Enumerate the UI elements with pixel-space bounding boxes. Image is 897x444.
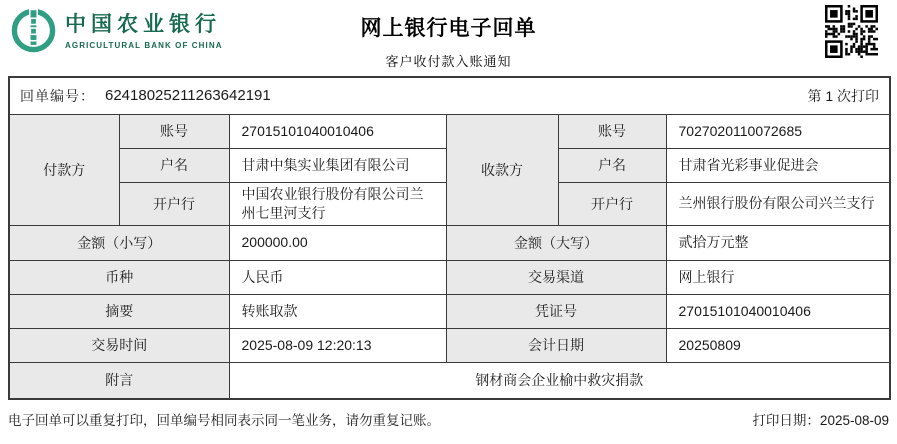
- currency-value: 人民币: [229, 260, 446, 294]
- remark-label: 附言: [9, 362, 229, 399]
- summary-value: 转账取款: [229, 294, 446, 328]
- receipt-number-label: 回单编号：: [20, 87, 95, 104]
- accounting-date-value: 20250809: [666, 328, 890, 362]
- transaction-time-label: 交易时间: [9, 328, 229, 362]
- receipt-table: [8, 76, 891, 400]
- voucher-value: 27015101040010406: [666, 294, 890, 328]
- currency-label: 币种: [9, 260, 229, 294]
- payer-name-value: 甘肃中集实业集团有限公司: [229, 148, 446, 182]
- print-count: 第 1 次打印: [807, 87, 880, 104]
- payee-account-value: 7027020110072685: [666, 114, 890, 148]
- bank-name-cn: 中国农业银行: [65, 13, 221, 36]
- payee-bank-value: 兰州银行股份有限公司兴兰支行: [666, 182, 890, 225]
- payer-account-label: 账号: [119, 114, 229, 148]
- title-group: [0, 12, 897, 70]
- channel-value: 网上银行: [666, 260, 890, 294]
- transaction-time-value: 2025-08-09 12:20:13: [229, 328, 446, 362]
- qr-code: [825, 5, 878, 58]
- payee-name-label: 户名: [558, 148, 666, 182]
- page-title: 网上银行电子回单: [360, 17, 537, 40]
- amount-figures-label: 金额（小写）: [9, 225, 229, 260]
- payer-bank-value: 中国农业银行股份有限公司兰州七里河支行: [229, 182, 446, 225]
- print-date: 打印日期：2025-08-09: [752, 413, 889, 428]
- payer-section-label: 付款方: [9, 114, 119, 225]
- time-date-row: [9, 328, 890, 362]
- amount-figures-value: 200000.00: [229, 225, 446, 260]
- summary-label: 摘要: [9, 294, 229, 328]
- payer-name-label: 户名: [119, 148, 229, 182]
- payee-bank-label: 开户行: [558, 182, 666, 225]
- page-subtitle: 客户收付款入账通知: [385, 54, 512, 69]
- currency-channel-row: [9, 260, 890, 294]
- header: [0, 0, 897, 76]
- remark-row: [9, 362, 890, 399]
- payer-bank-label: 开户行: [119, 182, 229, 225]
- amount-row: [9, 225, 890, 260]
- accounting-date-label: 会计日期: [446, 328, 666, 362]
- summary-voucher-row: [9, 294, 890, 328]
- payer-account-value: 27015101040010406: [229, 114, 446, 148]
- footer-note: 电子回单可以重复打印，回单编号相同表示同一笔业务，请勿重复记账。: [8, 413, 440, 428]
- voucher-label: 凭证号: [446, 294, 666, 328]
- channel-label: 交易渠道: [446, 260, 666, 294]
- footer: [8, 409, 889, 429]
- remark-value: 钢材商会企业榆中救灾捐款: [229, 362, 890, 399]
- receipt-number-row: [9, 77, 890, 114]
- receipt-number-value: 62418025211263642191: [105, 87, 271, 105]
- account-row: [9, 114, 890, 148]
- bank-name-en: AGRICULTURAL BANK OF CHINA: [65, 41, 223, 50]
- payee-account-label: 账号: [558, 114, 666, 148]
- payee-name-value: 甘肃省光彩事业促进会: [666, 148, 890, 182]
- payee-section-label: 收款方: [446, 114, 558, 225]
- amount-words-label: 金额（大写）: [446, 225, 666, 260]
- amount-words-value: 贰拾万元整: [666, 225, 890, 260]
